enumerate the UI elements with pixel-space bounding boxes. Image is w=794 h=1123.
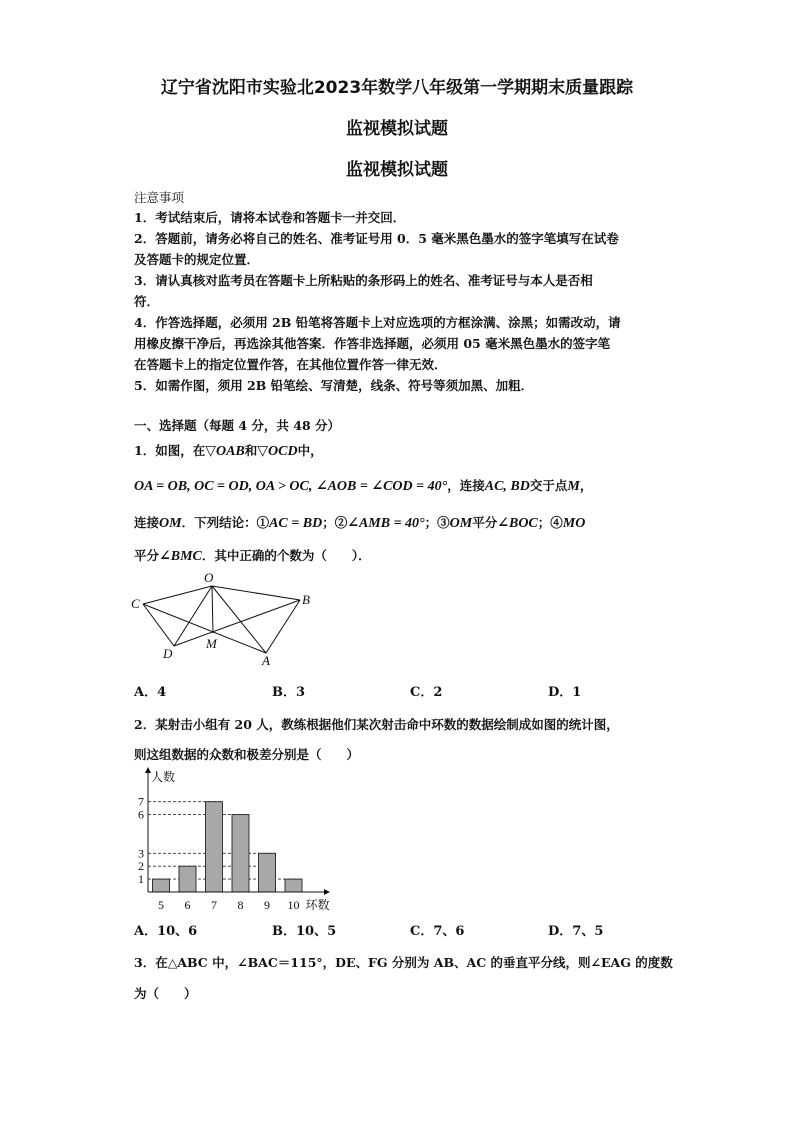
q1-text: ；②	[322, 515, 348, 530]
notes-line: 在答题卡上的指定位置作答，在其他位置作答一律无效．	[134, 357, 447, 372]
q1-point-m: M	[567, 479, 580, 494]
x-axis-arrow	[324, 889, 330, 895]
notes-line: 3．请认真核对监考员在答题卡上所粘贴的条形码上的姓名、准考证号与本人是否相	[134, 273, 593, 288]
x-tick-label: 8	[237, 898, 244, 912]
q1-text: 连接	[134, 515, 160, 530]
x-tick-label: 5	[158, 898, 164, 912]
q1-conditions: OA = OB, OC = OD, OA > OC, ∠AOB = ∠COD = 40°	[134, 479, 448, 494]
y-tick-label: 7	[138, 794, 144, 809]
q1-line3	[134, 513, 585, 532]
label-a: A	[262, 653, 270, 668]
label-d: D	[163, 646, 173, 661]
x-tick-label: 9	[264, 898, 270, 912]
notes-line: 用橡皮擦干净后，再选涂其他答案．作答非选择题，必须用 05 毫米黑色墨水的签字笔	[134, 336, 611, 351]
segment-bd	[174, 600, 300, 646]
notes-line: 4．作答选择题，必须用 2B 铅笔将答题卡上对应选项的方框涂满、涂黑；如需改动，请	[134, 315, 621, 330]
segment-om	[212, 586, 213, 633]
bar	[179, 866, 196, 892]
q1-text: ．其中正确的个数为（ ）．	[201, 548, 371, 563]
q1-math: MO	[562, 516, 586, 531]
notes-line: 2．答题前，请务必将自己的姓名、准考证号用 0．5 毫米黑色墨水的签字笔填写在试卷	[134, 231, 619, 246]
q1-text: 平分	[134, 548, 160, 563]
q1-option-b: B．3	[272, 685, 306, 700]
q1-triangle-ocd: ▽OCD	[257, 444, 298, 459]
q2-option-d: D．7、5	[548, 924, 604, 939]
y-axis-title: 人数	[151, 770, 176, 784]
q1-text: ，	[579, 478, 593, 493]
q1-math: ∠BOC	[497, 516, 538, 531]
notes-line: 及答题卡的规定位置．	[134, 252, 260, 267]
y-tick-label: 1	[138, 872, 144, 887]
x-tick-label: 7	[211, 898, 217, 912]
q1-math: AC = BD	[269, 516, 323, 531]
x-tick-label: 6	[184, 898, 191, 912]
notes-line: 符．	[134, 294, 160, 309]
q1-text: ．下列结论：①	[181, 515, 270, 530]
q3-line2: 为（ ）	[134, 986, 197, 1001]
q1-option-a: A．4	[134, 685, 167, 700]
q1-option-c: C．2	[410, 685, 443, 700]
q2-bar-chart	[128, 765, 348, 915]
q1-line4	[134, 546, 371, 565]
q1-line1	[134, 441, 323, 460]
y-tick-label: 3	[138, 846, 144, 861]
q1-text: 1．如图，在	[134, 443, 206, 458]
q1-math: OM	[159, 516, 182, 531]
q1-text: 交于点	[529, 478, 568, 493]
y-tick-label: 2	[138, 859, 144, 874]
x-tick-label: 10	[287, 898, 300, 912]
q1-text: 和	[244, 443, 258, 458]
bar	[206, 802, 223, 892]
q2-option-c: C．7、6	[410, 924, 465, 939]
q1-text: 平分	[472, 515, 498, 530]
q1-text: ；③	[424, 515, 450, 530]
bar	[153, 879, 170, 892]
label-c: C	[131, 596, 140, 611]
notes-heading: 注意事项	[134, 190, 185, 205]
segment-oc	[143, 586, 212, 604]
q1-math: OM	[449, 516, 473, 531]
q3-line1: 3．在△ABC 中，∠BAC＝115°，DE、FG 分别为 AB、AC 的垂直平分线，则∠EAG 的度数	[134, 955, 673, 970]
q2-line2: 则这组数据的众数和极差分别是（ ）	[134, 747, 360, 762]
label-b: B	[302, 592, 310, 607]
q1-math: ∠AMB = 40°	[347, 516, 425, 531]
notes-line: 1．考试结束后，请将本试卷和答题卡一并交回．	[134, 210, 406, 225]
page-title: 辽宁省沈阳市实验北2023年数学八年级第一学期期末质量跟踪	[160, 78, 634, 98]
q2-line1: 2．某射击小组有 20 人，教练根据他们某次射击命中环数的数据绘制成如图的统计图，	[134, 717, 619, 732]
q1-text: 中，	[297, 443, 323, 458]
page-subtitle: 监视模拟试题	[346, 119, 448, 139]
q1-math: ∠BMC	[159, 549, 202, 564]
section-heading: 一、选择题（每题 4 分，共 48 分）	[134, 418, 341, 433]
segment-ob	[212, 586, 300, 600]
q2-option-b: B．10、5	[272, 924, 337, 939]
label-m: M	[206, 636, 217, 651]
q1-text: ，连接	[447, 478, 485, 493]
page-subtitle-repeat: 监视模拟试题	[346, 160, 448, 180]
q1-text: ；④	[537, 515, 563, 530]
q1-lines: AC, BD	[484, 479, 530, 494]
q1-line2	[134, 476, 592, 495]
bar	[259, 853, 276, 892]
q1-triangle-oab: ▽OAB	[205, 444, 245, 459]
bar	[232, 815, 249, 892]
segment-ba	[266, 600, 300, 653]
notes-line: 5．如需作图，须用 2B 铅笔绘、写清楚，线条、符号等须加黑、加粗．	[134, 378, 534, 393]
q1-option-d: D．1	[548, 685, 582, 700]
q2-option-a: A．10、6	[134, 924, 198, 939]
y-tick-label: 6	[138, 807, 144, 822]
q1-geometry-figure	[126, 570, 326, 670]
bar	[285, 879, 302, 892]
segment-oa	[212, 586, 266, 653]
label-o: O	[204, 570, 214, 585]
x-axis-title: 环数	[305, 898, 330, 912]
